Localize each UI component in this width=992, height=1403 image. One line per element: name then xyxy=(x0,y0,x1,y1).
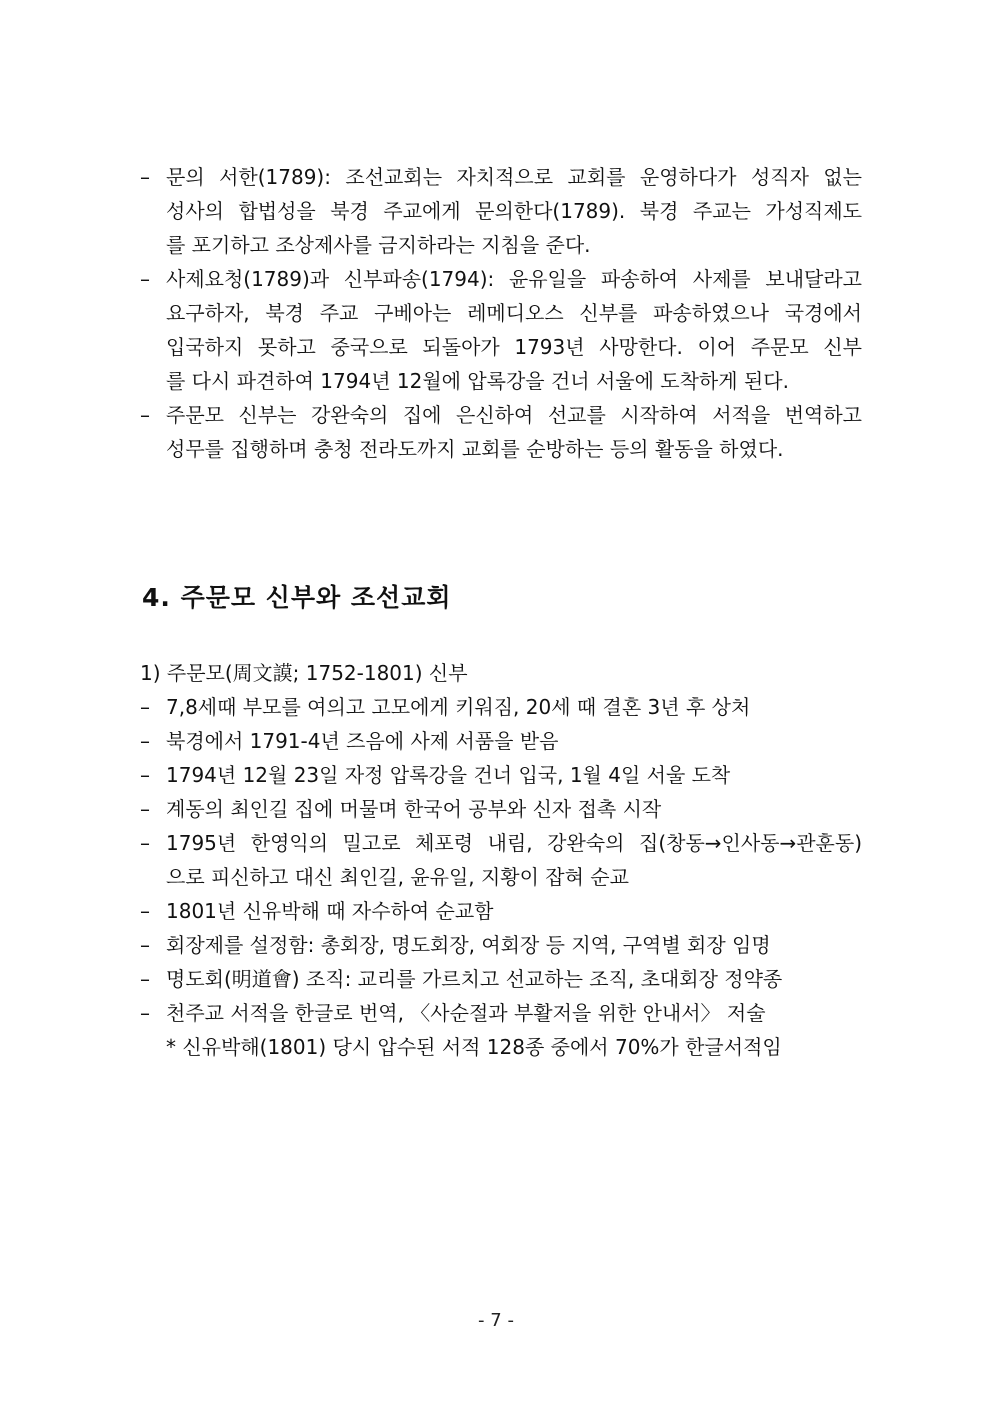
bullet-item: – 회장제를 설정함: 총회장, 명도회장, 여회장 등 지역, 구역별 회장 임명 xyxy=(140,928,862,962)
bullet-item: – 1801년 신유박해 때 자수하여 순교함 xyxy=(140,894,862,928)
dash-marker: – xyxy=(140,899,150,923)
list-item-line: – 사제요청(1789)과 신부파송(1794): 윤유일을 파송하여 사제를 보내달라고 xyxy=(140,262,862,296)
list-item-line: 를 다시 파견하여 1794년 12월에 압록강을 건너 서울에 도착하게 된다. xyxy=(166,369,789,393)
bullet-item: – 7,8세때 부모를 여의고 고모에게 키워짐, 20세 때 결혼 3년 후 상처 xyxy=(140,690,862,724)
top-list xyxy=(140,160,862,466)
dash-marker: – xyxy=(140,933,150,957)
list-item-line: – 문의 서한(1789): 조선교회는 자치적으로 교회를 운영하다가 성직자 없는 xyxy=(140,160,862,194)
list-item-line: 입국하지 못하고 중국으로 되돌아가 1793년 사망한다. 이어 주문모 신부 xyxy=(166,335,862,359)
list-item-line: 성사의 합법성을 북경 주교에게 문의한다(1789). 북경 주교는 가성직제도 xyxy=(166,199,862,223)
dash-marker: – xyxy=(140,403,150,427)
list-item-line: 요구하자, 북경 주교 구베아는 레메디오스 신부를 파송하였으나 국경에서 xyxy=(166,301,862,325)
subheading: 1) 주문모(周文謨; 1752-1801) 신부 xyxy=(140,661,468,685)
dash-marker: – xyxy=(140,967,150,991)
bullet-item: – 1794년 12월 23일 자정 압록강을 건너 입국, 1월 4일 서울 도착 xyxy=(140,758,862,792)
bullet-item: – 명도회(明道會) 조직: 교리를 가르치고 선교하는 조직, 초대회장 정약종 xyxy=(140,962,862,996)
dash-marker: – xyxy=(140,729,150,753)
list-item-line: – 주문모 신부는 강완숙의 집에 은신하여 선교를 시작하여 서적을 번역하고 xyxy=(140,398,862,432)
section-heading: 4. 주문모 신부와 조선교회 xyxy=(142,583,452,612)
bullet-item: – 북경에서 1791-4년 즈음에 사제 서품을 받음 xyxy=(140,724,862,758)
dash-marker: – xyxy=(140,695,150,719)
footnote-note: * 신유박해(1801) 당시 압수된 서적 128종 중에서 70%가 한글서적임 xyxy=(166,1035,782,1059)
list-item-line: 를 포기하고 조상제사를 금지하라는 지침을 준다. xyxy=(166,233,591,257)
dash-marker: – xyxy=(140,831,150,855)
list-item-line: 성무를 집행하며 충청 전라도까지 교회를 순방하는 등의 활동을 하였다. xyxy=(166,437,784,461)
page-number: - 7 - xyxy=(478,1310,514,1331)
dash-marker: – xyxy=(140,267,150,291)
dash-marker: – xyxy=(140,763,150,787)
dash-marker: – xyxy=(140,165,150,189)
dash-marker: – xyxy=(140,1001,150,1025)
bullet-continuation: 으로 피신하고 대신 최인길, 윤유일, 지황이 잡혀 순교 xyxy=(166,865,629,889)
bullet-item: – 계동의 최인길 집에 머물며 한국어 공부와 신자 접촉 시작 xyxy=(140,792,862,826)
section-body xyxy=(140,656,862,1064)
dash-marker: – xyxy=(140,797,150,821)
bullet-item: – 1795년 한영익의 밀고로 체포령 내림, 강완숙의 집(창동→인사동→관훈동) xyxy=(140,826,862,860)
bullet-item: – 천주교 서적을 한글로 번역, 〈사순절과 부활저을 위한 안내서〉 저술 xyxy=(140,996,862,1030)
